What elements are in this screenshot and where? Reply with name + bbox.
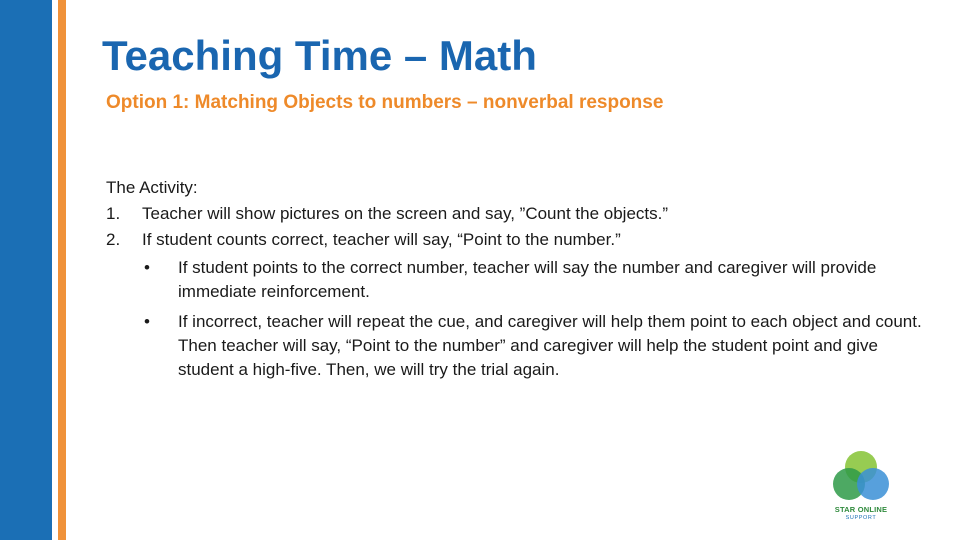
bullet-text: If student points to the correct number, teacher will say the number and caregiver will provide immediate reinforcement. <box>178 258 877 301</box>
slide-subtitle: Option 1: Matching Objects to numbers – nonverbal response <box>106 92 664 113</box>
overlapping-circles-icon <box>826 446 896 508</box>
slide-body <box>106 176 926 382</box>
step-number: 1. <box>106 204 121 223</box>
step-item <box>106 202 926 226</box>
left-orange-stripe <box>58 0 66 540</box>
step-text: If student counts correct, teacher will say, “Point to the number.” <box>142 230 621 249</box>
star-online-logo <box>826 446 896 526</box>
activity-heading: The Activity: <box>106 178 198 197</box>
left-blue-stripe <box>0 0 52 540</box>
slide-title: Teaching Time – Math <box>102 32 537 79</box>
step-number: 2. <box>106 230 121 249</box>
logo-tagline: SUPPORT <box>845 515 877 521</box>
bullet-marker: • <box>144 312 150 331</box>
step-text: Teacher will show pictures on the screen and say, ”Count the objects.” <box>142 204 669 223</box>
logo-name: STAR ONLINE <box>834 505 888 514</box>
sub-bullet-item <box>142 310 926 382</box>
bullet-text: If incorrect, teacher will repeat the cue, and caregiver will help them point to each object and count. Then teacher will say, “Point to the number” and caregiver will help the student point and give student a high-five. Then, we will try the trial again. <box>178 312 922 379</box>
sub-bullet-item <box>142 256 926 304</box>
step-item <box>106 228 926 252</box>
bullet-marker: • <box>144 258 150 277</box>
sub-bullet-list <box>142 256 926 382</box>
